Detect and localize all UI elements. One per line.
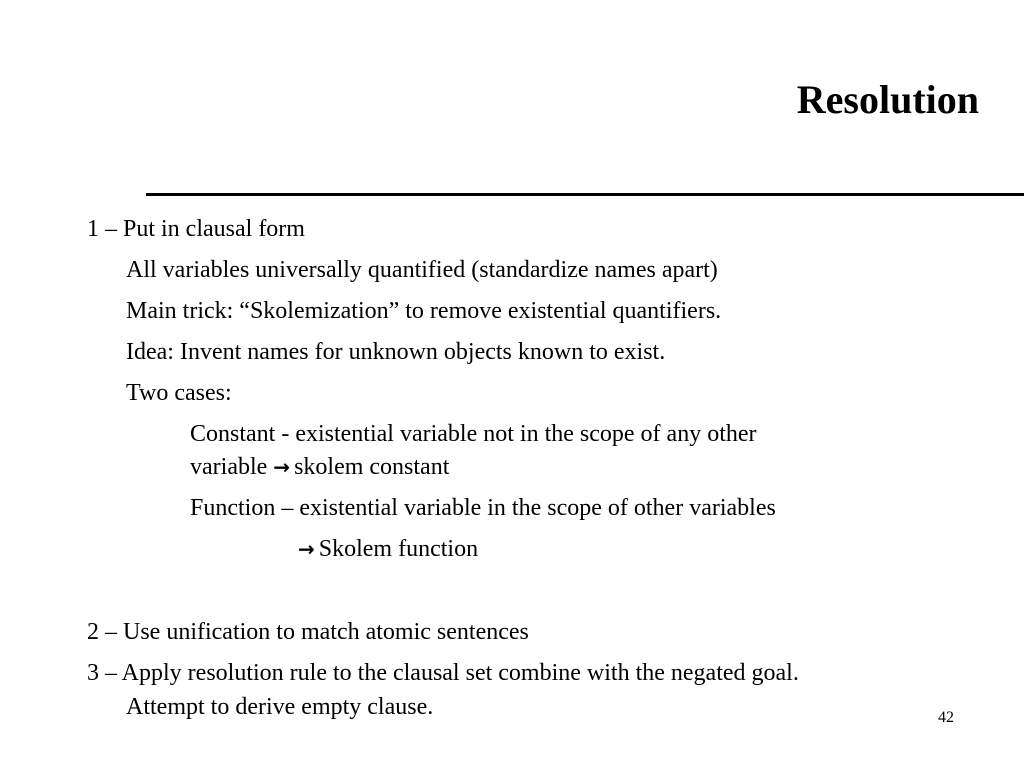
step-2-text: 2 – Use unification to match atomic sentences bbox=[87, 619, 529, 645]
case-constant-result-text: skolem constant bbox=[294, 454, 450, 480]
page-number: 42 bbox=[938, 709, 954, 726]
step-1-sub-two-cases: Two cases: bbox=[126, 380, 232, 406]
case-constant-variable-text: variable bbox=[190, 454, 268, 480]
case-function-result-text: Skolem function bbox=[318, 536, 479, 562]
right-arrow-icon: → bbox=[273, 455, 291, 479]
right-arrow-icon: → bbox=[298, 537, 315, 561]
case-function-line-2 bbox=[298, 532, 478, 566]
step-1-sub-skolemization: Main trick: “Skolemization” to remove existential quantifiers. bbox=[126, 298, 722, 324]
case-constant-line-1: Constant - existential variable not in the scope of any other bbox=[190, 421, 757, 447]
case-constant-line-2 bbox=[190, 450, 449, 484]
title-divider bbox=[146, 193, 1024, 196]
step-1-text: 1 – Put in clausal form bbox=[87, 216, 305, 242]
case-function-line-1: Function – existential variable in the scope of other variables bbox=[190, 495, 776, 521]
step-1-sub-idea: Idea: Invent names for unknown objects known to exist. bbox=[126, 339, 666, 365]
step-3-line-1: 3 – Apply resolution rule to the clausal set combine with the negated goal. bbox=[87, 660, 799, 686]
slide-title: Resolution bbox=[796, 77, 979, 122]
step-3-line-2: Attempt to derive empty clause. bbox=[126, 694, 434, 720]
step-1-sub-quantified: All variables universally quantified (standardize names apart) bbox=[126, 257, 718, 283]
